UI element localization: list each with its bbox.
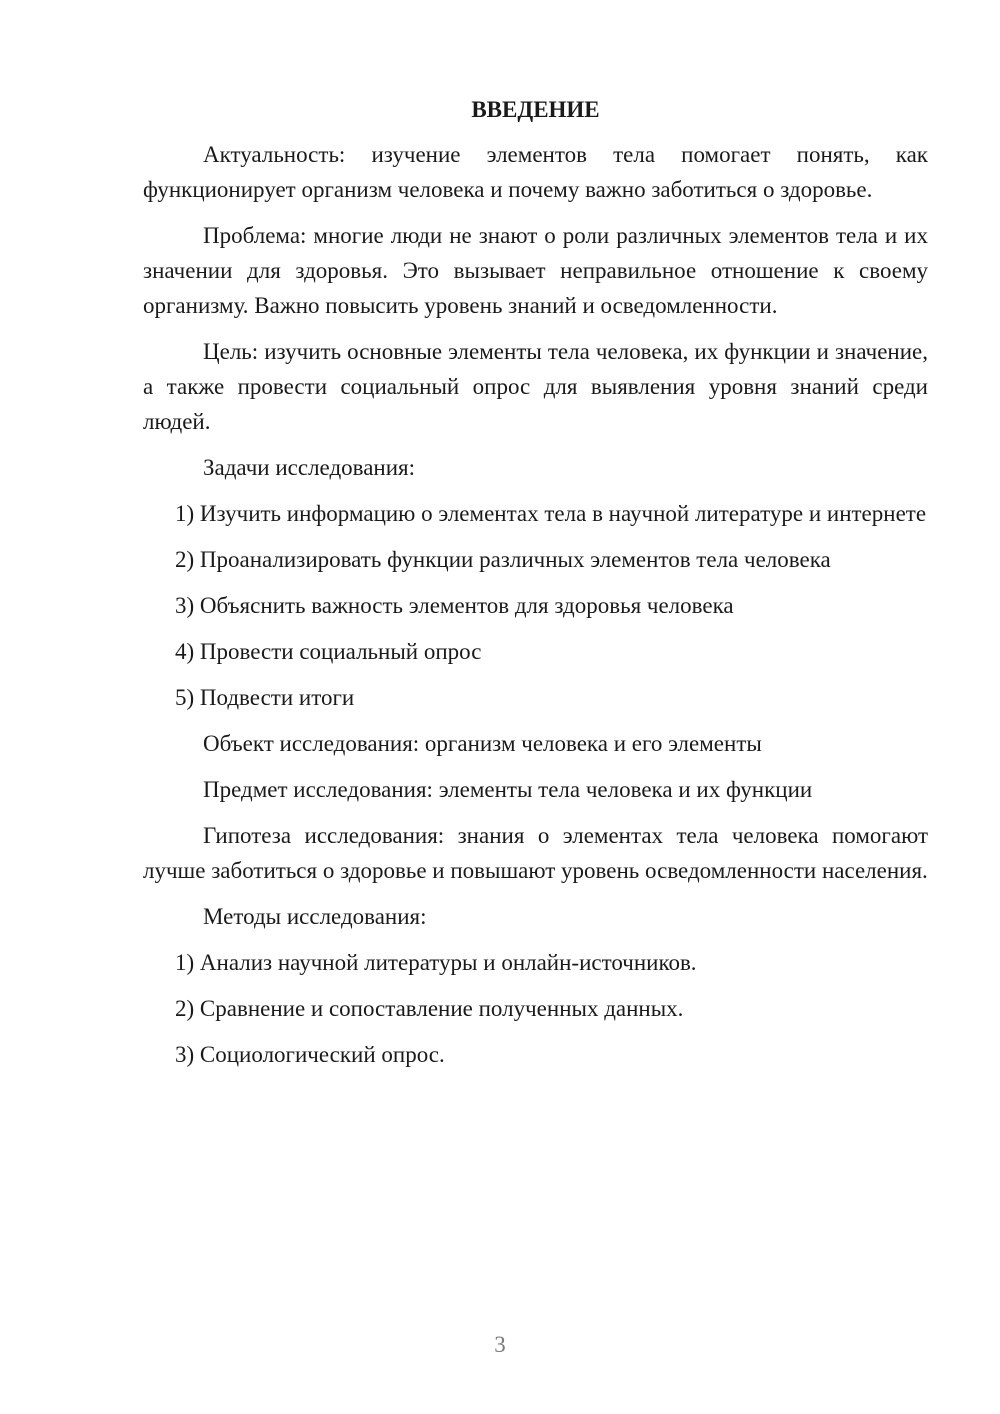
page-content xyxy=(143,92,928,1083)
method-item: 1) Анализ научной литературы и онлайн-источников. xyxy=(175,950,697,975)
task-item: 4) Провести социальный опрос xyxy=(175,639,482,664)
object-paragraph: Объект исследования: организм человека и его элементы xyxy=(203,731,762,756)
tasks-heading: Задачи исследования: xyxy=(203,455,416,480)
task-item: 5) Подвести итоги xyxy=(175,685,355,710)
method-item: 3) Социологический опрос. xyxy=(175,1042,445,1067)
page-number: 3 xyxy=(494,1332,506,1357)
hypothesis-paragraph: Гипотеза исследования: знания о элементах тела человека помогают лучше заботиться о здоровье и повышают уровень осведомленности населения. xyxy=(143,823,928,883)
task-item: 1) Изучить информацию о элементах тела в научной литературе и интернете xyxy=(175,501,927,526)
task-item: 2) Проанализировать функции различных элементов тела человека xyxy=(175,547,831,572)
task-item: 3) Объяснить важность элементов для здоровья человека xyxy=(175,593,734,618)
relevance-paragraph: Актуальность: изучение элементов тела помогает понять, как функционирует организм человека и почему важно заботиться о здоровье. xyxy=(143,142,928,202)
goal-paragraph: Цель: изучить основные элементы тела человека, их функции и значение, а также провести социальный опрос для выявления уровня знаний среди людей. xyxy=(143,339,928,434)
method-item: 2) Сравнение и сопоставление полученных данных. xyxy=(175,996,684,1021)
methods-heading: Методы исследования: xyxy=(203,904,427,929)
page-title: ВВЕДЕНИЕ xyxy=(471,97,600,122)
subject-paragraph: Предмет исследования: элементы тела человека и их функции xyxy=(203,777,813,802)
problem-paragraph: Проблема: многие люди не знают о роли различных элементов тела и их значении для здоровья. Это вызывает неправильное отношение к своему организму. Важно повысить уровень знаний и осведомленности. xyxy=(143,223,928,318)
